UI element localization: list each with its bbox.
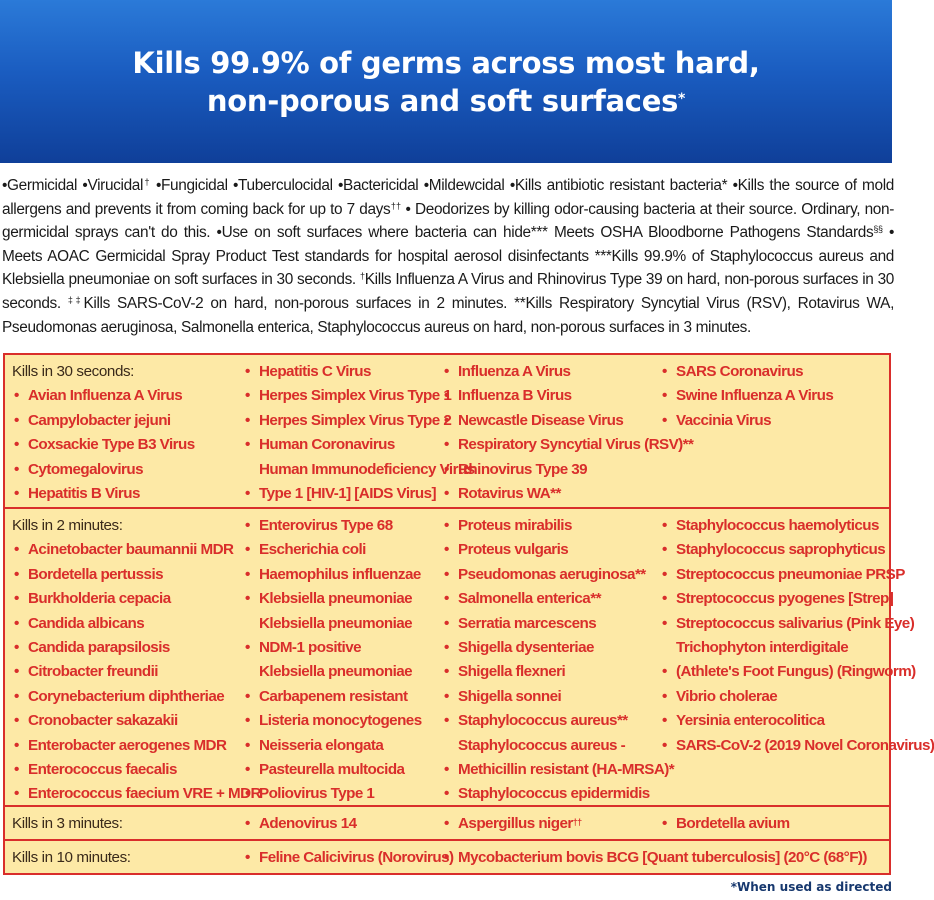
- organism-item: • Herpes Simplex Virus Type 1: [243, 384, 443, 408]
- organism-item: • Pasteurella multocida: [243, 758, 443, 782]
- organism-item: • Cytomegalovirus: [12, 458, 237, 482]
- organism-item: • NDM-1 positive: [243, 636, 443, 660]
- row-10-minutes: [5, 839, 889, 873]
- organism-item: • Feline Calicivirus (Norovirus): [243, 846, 443, 870]
- organism-item: • Listeria monocytogenes: [243, 709, 443, 733]
- organism-item: • Candida parapsilosis: [12, 636, 237, 660]
- organism-item: • Escherichia coli: [243, 538, 443, 562]
- organism-item: • Poliovirus Type 1: [243, 782, 443, 806]
- organism-item: • Staphylococcus haemolyticus: [660, 514, 890, 538]
- row-30-seconds-col-2: [243, 360, 475, 506]
- row-2-minutes-col-4: [660, 514, 934, 758]
- claim-text: • Meets AOAC Germicidal Spray Product Test standards for hospital aerosol disinfectants ***Kills 99.9% of Staphylococcus aureus and Klebsiella pneumoniae on soft surfaces in 30 seconds.: [2, 224, 895, 289]
- row-heading: Kills in 3 minutes:: [12, 815, 123, 832]
- organism-item: • Salmonella enterica**: [442, 587, 660, 611]
- organism-item: • Enterobacter aerogenes MDR: [12, 734, 237, 758]
- organism-item: • Acinetobacter baumannii MDR: [12, 538, 237, 562]
- organism-footnote-mark: ††: [572, 817, 582, 827]
- organism-item: • Neisseria elongata: [243, 734, 443, 758]
- organism-item: • Corynebacterium diphtheriae: [12, 685, 237, 709]
- headline-banner: [0, 0, 892, 163]
- organism-item: • Staphylococcus epidermidis: [442, 782, 660, 806]
- organism-item: • Yersinia enterocolitica: [660, 709, 890, 733]
- organism-item: • Proteus vulgaris: [442, 538, 660, 562]
- organism-item: • Methicillin resistant (HA-MRSA)*: [442, 758, 660, 782]
- organism-item: • Bordetella pertussis: [12, 563, 237, 587]
- organism-item: • Type 1 [HIV-1] [AIDS Virus]: [243, 482, 443, 506]
- organism-item: • Herpes Simplex Virus Type 2: [243, 409, 443, 433]
- headline-asterisk: *: [678, 90, 686, 107]
- headline-line-2-text: non-porous and soft surfaces: [206, 83, 679, 118]
- headline-line-1: Kills 99.9% of germs across most hard,: [132, 45, 760, 80]
- claim-text: Kills SARS-CoV-2 on hard, non-porous surfaces in 2 minutes. **Kills Respiratory Syncytial Virus (RSV), Rotavirus WA, Pseudomonas aeruginosa, Salmonella enterica, Staphylococcus aureus on hard, non-porous surfaces in 3 minutes.: [2, 294, 894, 336]
- claim-footnote-mark: †: [143, 177, 151, 187]
- row-10-minutes-col-1: [12, 846, 237, 870]
- organism-item: • Bordetella avium: [660, 812, 890, 836]
- organism-item: • Shigella flexneri: [442, 660, 660, 684]
- row-3-minutes-col-2: [243, 812, 443, 836]
- row-heading: Kills in 10 minutes:: [12, 849, 131, 866]
- organism-item: • Shigella dysenteriae: [442, 636, 660, 660]
- organism-item: • Streptococcus salivarius (Pink Eye): [660, 612, 890, 636]
- organism-item: [442, 812, 660, 836]
- organism-item: • Mycobacterium bovis BCG [Quant tuberculosis] (20°C (68°F)): [442, 846, 882, 870]
- organism-item: • SARS-CoV-2 (2019 Novel Coronavirus): [660, 734, 890, 758]
- claim-text: •Fungicidal •Tuberculocidal •Bactericidal •Mildewcidal •Kills antibiotic resistant bacteria* •Kills the source of mold allergens and prevents it from coming back for up to 7 days: [2, 177, 895, 218]
- organism-item: • Newcastle Disease Virus: [442, 409, 660, 433]
- organism-item: • Coxsackie Type B3 Virus: [12, 433, 237, 457]
- organism-item-continuation: Klebsiella pneumoniae: [259, 663, 413, 681]
- row-3-minutes-col-4: [660, 812, 890, 836]
- row-10-minutes-col-3: [442, 846, 882, 870]
- usage-footnote: *When used as directed: [730, 880, 892, 894]
- claim-footnote-mark: †: [359, 271, 365, 282]
- organism-item: • Influenza B Virus: [442, 384, 660, 408]
- claim-text: • Deodorizes by killing odor-causing bacteria at their source. Ordinary, non-germicidal sprays can't do this. •Use on soft surfaces where bacteria can hide*** Meets OSHA Bloodborne Pathogens Standards: [2, 200, 895, 242]
- row-30-seconds: [5, 355, 889, 507]
- organism-item: • Enterococcus faecalis: [12, 758, 237, 782]
- organism-item: • Serratia marcescens: [442, 612, 660, 636]
- claim-footnote-mark: ‡‡: [67, 294, 84, 305]
- organism-item: • Streptococcus pneumoniae PRSP: [660, 563, 890, 587]
- organism-item: • Hepatitis B Virus: [12, 482, 237, 506]
- organism-item-continuation: Trichophyton interdigitale: [676, 639, 849, 657]
- claim-text: •Germicidal •Virucidal: [2, 177, 144, 194]
- organism-item: • Respiratory Syncytial Virus (RSV)**: [442, 433, 660, 457]
- organism-item-continuation: Human Immunodeficiency Virus: [259, 460, 475, 478]
- organism-item-continuation: Klebsiella pneumoniae: [259, 614, 413, 632]
- organism-item: • Human Coronavirus: [243, 433, 443, 457]
- organism-item: • Adenovirus 14: [243, 812, 443, 836]
- organism-item: • Vibrio cholerae: [660, 685, 890, 709]
- organism-item: • Avian Influenza A Virus: [12, 384, 237, 408]
- organism-item: • Hepatitis C Virus: [243, 360, 443, 384]
- row-heading: Kills in 2 minutes:: [12, 517, 123, 534]
- organism-item: • Haemophilus influenzae: [243, 563, 443, 587]
- organism-item: • Shigella sonnei: [442, 685, 660, 709]
- claim-footnote-mark: §§: [873, 224, 883, 235]
- organism-item-continuation: Staphylococcus aureus -: [458, 736, 626, 754]
- row-30-seconds-col-3: [442, 360, 694, 506]
- row-30-seconds-col-4: [660, 360, 890, 433]
- claim-text: Kills Influenza A Virus and Rhinovirus Type 39 on hard, non-porous surfaces in 30 seconds.: [2, 271, 894, 312]
- organism-item: • Streptococcus pyogenes [Strep]: [660, 587, 890, 611]
- organism-item: • Burkholderia cepacia: [12, 587, 237, 611]
- organism-item: • Proteus mirabilis: [442, 514, 660, 538]
- organism-item: • Staphylococcus saprophyticus: [660, 538, 890, 562]
- organism-item: • Staphylococcus aureus**: [442, 709, 660, 733]
- organism-item: • Klebsiella pneumoniae: [243, 587, 443, 611]
- organism-item: • Vaccinia Virus: [660, 409, 890, 433]
- claim-footnote-mark: ††: [390, 200, 402, 211]
- organism-item: • Citrobacter freundii: [12, 660, 237, 684]
- row-3-minutes: [5, 805, 889, 839]
- row-10-minutes-col-2: [243, 846, 454, 870]
- claims-paragraph: [2, 174, 894, 339]
- organism-item: • Enterovirus Type 68: [243, 514, 443, 538]
- organism-item: • Rotavirus WA**: [442, 482, 660, 506]
- row-2-minutes: [5, 507, 934, 805]
- row-2-minutes-col-3: [442, 514, 675, 807]
- organism-item: • Campylobacter jejuni: [12, 409, 237, 433]
- row-2-minutes-col-2: [243, 514, 443, 807]
- organism-item: • Carbapenem resistant: [243, 685, 443, 709]
- row-2-minutes-col-1: [12, 514, 261, 807]
- organism-item: • Swine Influenza A Virus: [660, 384, 890, 408]
- organism-item: • Enterococcus faecium VRE + MDR: [12, 782, 237, 806]
- row-30-seconds-col-1: [12, 360, 237, 506]
- row-3-minutes-col-3: [442, 812, 660, 836]
- headline-line-2: [207, 82, 685, 120]
- row-heading: Kills in 30 seconds:: [12, 363, 135, 380]
- organism-item: • Rhinovirus Type 39: [442, 458, 660, 482]
- organism-item: • Cronobacter sakazakii: [12, 709, 237, 733]
- kill-time-table: [3, 353, 934, 875]
- row-3-minutes-col-1: [12, 812, 237, 836]
- organism-item: • Candida albicans: [12, 612, 237, 636]
- organism-item: • (Athlete's Foot Fungus) (Ringworm): [660, 660, 890, 684]
- organism-item: • Influenza A Virus: [442, 360, 660, 384]
- organism-name: Aspergillus niger: [458, 815, 573, 832]
- organism-item: • Pseudomonas aeruginosa**: [442, 563, 660, 587]
- organism-item: • SARS Coronavirus: [660, 360, 890, 384]
